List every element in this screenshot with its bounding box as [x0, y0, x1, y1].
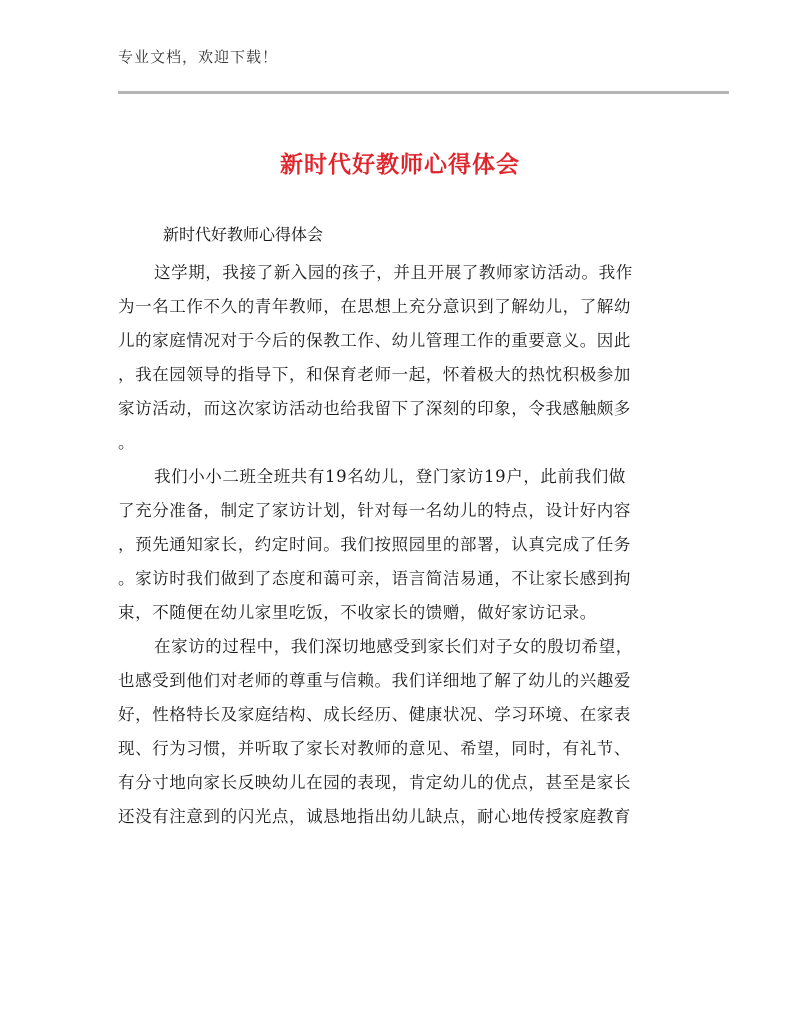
paragraph-line: 。 — [118, 433, 136, 452]
paragraph-line: 儿的家庭情况对于今后的保教工作、幼儿管理工作的重要意义。因此 — [118, 331, 631, 350]
paragraph-3 — [118, 630, 698, 834]
paragraph-line: 还没有注意到的闪光点，诚恳地指出幼儿缺点，耐心地传授家庭教育 — [118, 807, 631, 826]
paragraph-line: 束，不随便在幼儿家里吃饭，不收家长的馈赠，做好家访记录。 — [118, 603, 597, 622]
paragraph-line: 现、行为习惯，并听取了家长对教师的意见、希望，同时，有礼节、 — [118, 739, 631, 758]
paragraph-line: 了充分准备，制定了家访计划，针对每一名幼儿的特点，设计好内容 — [118, 501, 631, 520]
document-body — [118, 256, 698, 834]
header-divider — [118, 91, 729, 94]
paragraph-line: 这学期，我接了新入园的孩子，并且开展了教师家访活动。我作 — [154, 263, 633, 282]
document-title: 新时代好教师心得体会 — [280, 152, 520, 178]
paragraph-line: 在家访的过程中，我们深切地感受到家长们对子女的殷切希望， — [154, 637, 633, 656]
paragraph-line: 为一名工作不久的青年教师，在思想上充分意识到了解幼儿，了解幼 — [118, 297, 631, 316]
paragraph-line: 。家访时我们做到了态度和蔼可亲，语言简洁易通，不让家长感到拘 — [118, 569, 631, 588]
paragraph-line: 家访活动，而这次家访活动也给我留下了深刻的印象，令我感触颇多 — [118, 399, 631, 418]
paragraph-2 — [118, 460, 698, 630]
paragraph-line: 我们小小二班全班共有19名幼儿，登门家访19户，此前我们做 — [154, 467, 626, 486]
paragraph-line: 好，性格特长及家庭结构、成长经历、健康状况、学习环境、在家表 — [118, 705, 631, 724]
paragraph-line: 也感受到他们对老师的尊重与信赖。我们详细地了解了幼儿的兴趣爱 — [118, 671, 631, 690]
document-subtitle: 新时代好教师心得体会 — [163, 225, 324, 244]
paragraph-line: ，预先通知家长，约定时间。我们按照园里的部署，认真完成了任务 — [118, 535, 631, 554]
paragraph-1 — [118, 256, 698, 460]
page-header-text: 专业文档，欢迎下载！ — [118, 48, 279, 66]
paragraph-line: ，我在园领导的指导下，和保育老师一起，怀着极大的热忱积极参加 — [118, 365, 631, 384]
paragraph-line: 有分寸地向家长反映幼儿在园的表现，肯定幼儿的优点，甚至是家长 — [118, 773, 631, 792]
